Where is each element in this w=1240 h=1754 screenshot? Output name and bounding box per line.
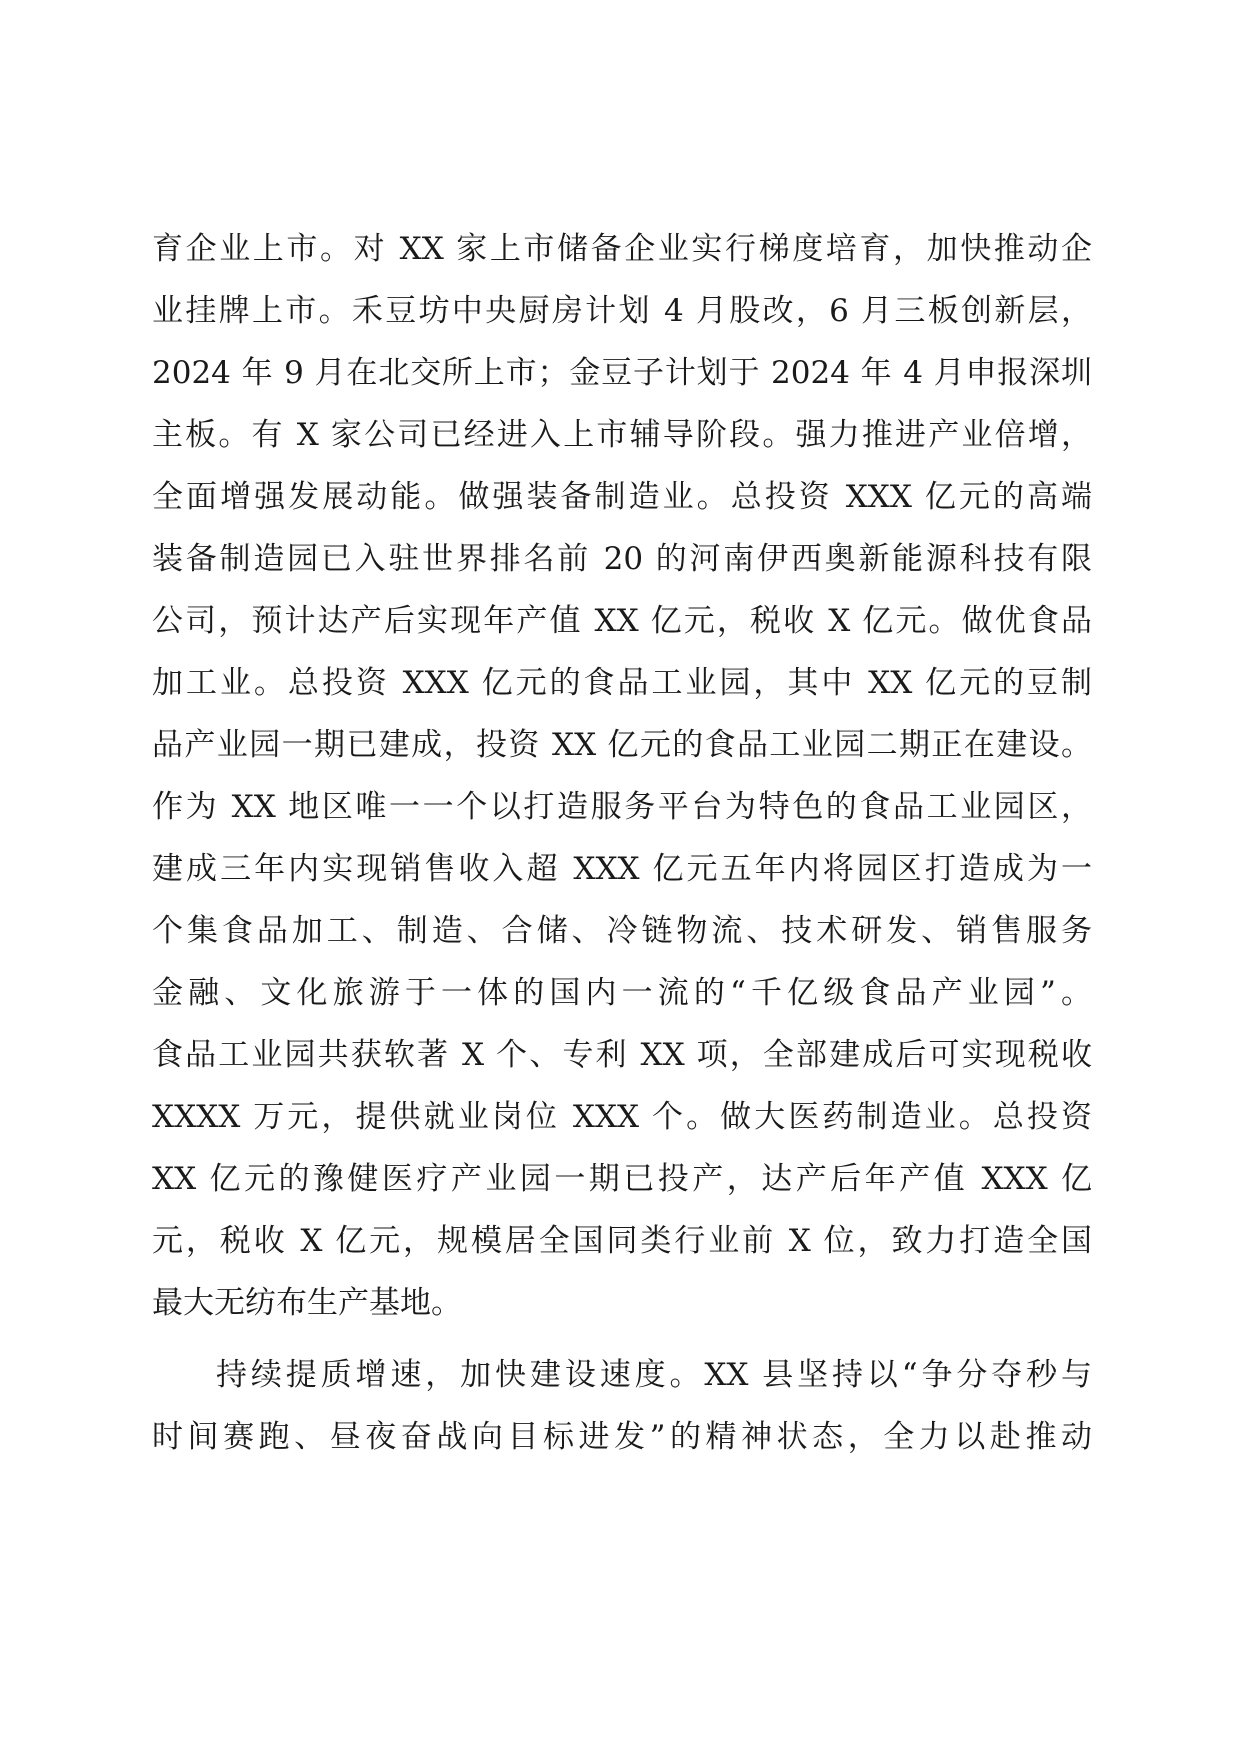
text-line: 育企业上市。对 XX 家上市储备企业实行梯度培育，加快推动企 (152, 231, 1092, 267)
text-line: XXXX 万元，提供就业岗位 XXX 个。做大医药制造业。总投资 (152, 1099, 1092, 1135)
text-line: 时间赛跑、昼夜奋战向目标进发”的精神状态，全力以赴推动 (152, 1419, 1092, 1455)
text-line: 装备制造园已入驻世界排名前 20 的河南伊西奥新能源科技有限 (152, 541, 1092, 577)
document-body (152, 218, 1092, 1468)
text-line: 主板。有 X 家公司已经进入上市辅导阶段。强力推进产业倍增， (152, 417, 1092, 453)
text-line: 全面增强发展动能。做强装备制造业。总投资 XXX 亿元的高端 (152, 479, 1092, 515)
text-line: 业挂牌上市。禾豆坊中央厨房计划 4 月股改，6 月三板创新层， (152, 293, 1092, 329)
text-line: 品产业园一期已建成，投资 XX 亿元的食品工业园二期正在建设。 (152, 727, 1092, 763)
text-line: 个集食品加工、制造、合储、冷链物流、技术研发、销售服务 (152, 913, 1092, 949)
text-line: 金融、文化旅游于一体的国内一流的“千亿级食品产业园”。 (152, 975, 1092, 1011)
text-line: 元，税收 X 亿元，规模居全国同类行业前 X 位，致力打造全国 (152, 1223, 1092, 1259)
paragraph-spacing (152, 1334, 1092, 1344)
text-line: 建成三年内实现销售收入超 XXX 亿元五年内将园区打造成为一 (152, 851, 1092, 887)
text-line: 公司，预计达产后实现年产值 XX 亿元，税收 X 亿元。做优食品 (152, 603, 1092, 639)
text-line: 最大无纺布生产基地。 (152, 1285, 462, 1321)
text-line: 2024 年 9 月在北交所上市；金豆子计划于 2024 年 4 月申报深圳 (152, 355, 1092, 391)
text-line: 加工业。总投资 XXX 亿元的食品工业园，其中 XX 亿元的豆制 (152, 665, 1092, 701)
text-line: XX 亿元的豫健医疗产业园一期已投产，达产后年产值 XXX 亿 (152, 1161, 1092, 1197)
text-line: 作为 XX 地区唯一一个以打造服务平台为特色的食品工业园区， (152, 789, 1092, 825)
paragraph (152, 1344, 1092, 1468)
paragraph (152, 218, 1092, 1334)
text-line: 食品工业园共获软著 X 个、专利 XX 项，全部建成后可实现税收 (152, 1037, 1092, 1073)
text-line: 持续提质增速，加快建设速度。XX 县坚持以“争分夺秒与 (216, 1357, 1092, 1393)
